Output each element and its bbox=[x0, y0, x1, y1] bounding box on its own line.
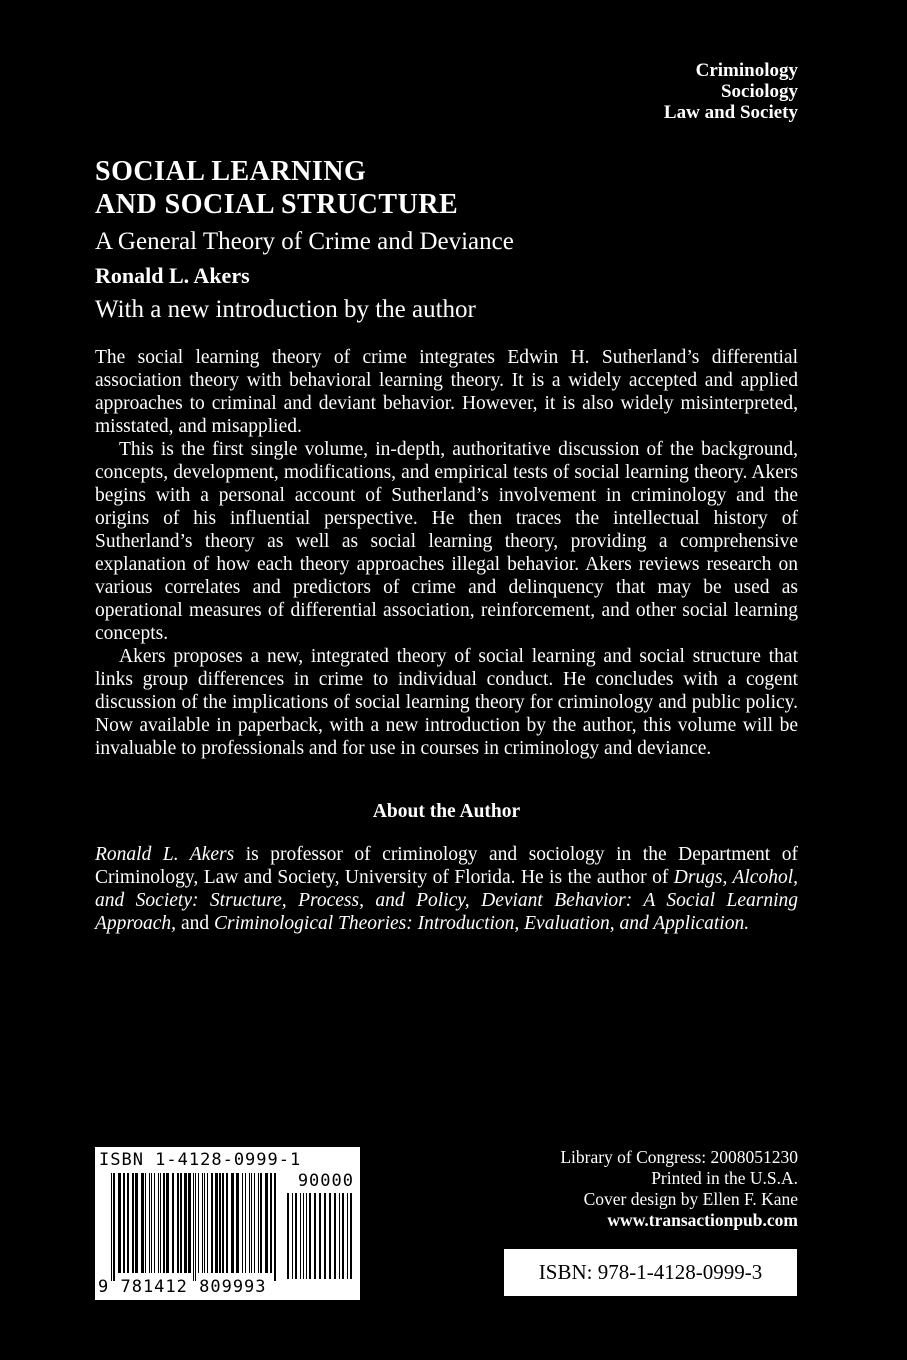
edition-note: With a new introduction by the author bbox=[95, 296, 476, 323]
barcode-bar bbox=[135, 1173, 138, 1273]
barcode-price-code: 90000 bbox=[297, 1171, 354, 1191]
book-title-line1: SOCIAL LEARNING bbox=[95, 156, 367, 187]
barcode-bar bbox=[226, 1173, 228, 1273]
isbn13-label: ISBN: 978-1-4128-0999-3 bbox=[504, 1249, 797, 1296]
subject-categories bbox=[664, 60, 798, 123]
barcode-bar bbox=[219, 1173, 221, 1273]
barcode-bar bbox=[258, 1173, 259, 1273]
barcode-addon-bar bbox=[314, 1193, 316, 1279]
description-paragraph-2: This is the first single volume, in-depth, authoritative discussion of the background, concepts, development, modifications, and empirical tests of social learning theory. Akers begins with a personal account of Sutherland’s involvement in criminology and the origins of his influential perspective. He then traces the intellectual history of Sutherland’s theory as well as social learning theory, providing a comprehensive explanation of how each theory approaches illegal behavior. Akers reviews research on various correlates and predictors of crime and delinquency that may be used as operational measures of differential association, reinforcement, and other social learning concepts. bbox=[95, 439, 798, 644]
subject-law-and-society: Law and Society bbox=[663, 102, 798, 123]
barcode-bar bbox=[195, 1173, 196, 1281]
barcode-addon-bar bbox=[303, 1193, 304, 1279]
barcode-addon-bar bbox=[339, 1193, 340, 1279]
subject-sociology: Sociology bbox=[720, 81, 798, 102]
isbn-barcode bbox=[95, 1147, 360, 1300]
barcode-bar bbox=[242, 1173, 243, 1273]
book-title-line2: AND SOCIAL STRUCTURE bbox=[95, 189, 459, 220]
barcode-bar bbox=[132, 1173, 134, 1273]
barcode-bar bbox=[180, 1173, 182, 1273]
barcode-addon-bar bbox=[347, 1193, 348, 1279]
barcode-bar bbox=[154, 1173, 155, 1273]
book-title bbox=[95, 155, 458, 221]
about-author-heading: About the Author bbox=[372, 801, 521, 822]
barcode-addon-bar bbox=[334, 1193, 336, 1279]
barcode-addon-bar bbox=[324, 1193, 326, 1279]
barcode-addon-bar bbox=[319, 1193, 321, 1279]
barcode-bar bbox=[163, 1173, 165, 1273]
barcode-bar bbox=[211, 1173, 213, 1273]
book-description bbox=[95, 346, 798, 760]
barcode-addon-bar bbox=[342, 1193, 344, 1279]
book-author: Ronald L. Akers bbox=[95, 263, 250, 288]
barcode-bar bbox=[249, 1173, 250, 1273]
barcode-bar bbox=[265, 1173, 268, 1273]
barcode-bar bbox=[274, 1173, 276, 1281]
barcode-bar bbox=[149, 1173, 150, 1273]
about-author-books-2: Criminological Theories: Introduction, Evaluation, and Application. bbox=[213, 913, 750, 934]
barcode-bar bbox=[111, 1173, 112, 1281]
printed-in: Printed in the U.S.A. bbox=[651, 1168, 798, 1188]
about-author-books-1: Drugs, Alcohol, and Society: Structure, Process, and Policy, Deviant Behavior: A Social Learning Approach, bbox=[95, 867, 798, 934]
barcode-bar bbox=[172, 1173, 174, 1273]
barcode-bar bbox=[270, 1173, 272, 1273]
publication-info bbox=[560, 1147, 798, 1231]
barcode-bar bbox=[141, 1173, 144, 1273]
barcode-addon-bar bbox=[287, 1193, 289, 1279]
barcode-bar bbox=[245, 1173, 246, 1273]
barcode-addon-bar bbox=[300, 1193, 301, 1279]
barcode-bar bbox=[188, 1173, 191, 1273]
barcode-bar bbox=[158, 1173, 159, 1273]
barcode-addon-bar bbox=[306, 1193, 307, 1279]
barcode-bar bbox=[145, 1173, 146, 1273]
barcode-addon-bar bbox=[292, 1193, 293, 1279]
about-author-name: Ronald L. Akers bbox=[95, 844, 235, 865]
barcode-bar bbox=[118, 1173, 121, 1273]
about-author-text-1: is professor of criminology and sociology in the Department of Criminology, Law and Society, University of Florida. He is the author of bbox=[95, 844, 798, 888]
barcode-addon-bar bbox=[350, 1193, 352, 1279]
barcode-bar bbox=[231, 1173, 234, 1273]
barcode-bar bbox=[202, 1173, 203, 1273]
description-paragraph-3: Akers proposes a new, integrated theory of social learning and social structure that links group differences in crime to individual conduct. He concludes with a cogent discussion of the implications of social learning theory for criminology and public policy. Now available in paperback, with a new introduction by the author, this volume will be invaluable to professionals and for use in courses in criminology and deviance. bbox=[95, 646, 798, 759]
barcode-bar bbox=[166, 1173, 169, 1273]
description-paragraph-1: The social learning theory of crime integrates Edwin H. Sutherland’s differential association theory with behavioral learning theory. It is a widely accepted and applied approaches to criminal and deviant behavior. However, it is also widely misinterpreted, misstated, and misapplied. bbox=[95, 347, 798, 437]
library-of-congress: Library of Congress: 2008051230 bbox=[560, 1147, 798, 1167]
barcode-bar bbox=[207, 1173, 208, 1273]
barcode-addon-bar bbox=[329, 1193, 331, 1279]
cover-design-credit: Cover design by Ellen F. Kane bbox=[583, 1189, 798, 1209]
barcode-bar bbox=[198, 1173, 199, 1273]
barcode-bar bbox=[204, 1173, 205, 1273]
barcode-bar bbox=[236, 1173, 239, 1273]
barcode-bar bbox=[160, 1173, 161, 1273]
book-subtitle: A General Theory of Crime and Deviance bbox=[95, 228, 514, 255]
about-author-text bbox=[95, 843, 798, 935]
subject-criminology: Criminology bbox=[695, 60, 798, 81]
barcode-bar bbox=[193, 1173, 194, 1281]
barcode-bar bbox=[177, 1173, 179, 1273]
barcode-bar bbox=[260, 1173, 262, 1273]
barcode-addon-bar bbox=[295, 1193, 297, 1279]
barcode-bar bbox=[215, 1173, 218, 1273]
barcode-bar bbox=[127, 1173, 129, 1273]
barcode-addon-bar bbox=[309, 1193, 311, 1279]
barcode-bar bbox=[251, 1173, 252, 1273]
barcode-bar bbox=[123, 1173, 125, 1273]
barcode-bar bbox=[184, 1173, 187, 1273]
barcode-bar bbox=[113, 1173, 115, 1281]
barcode-isbn10: ISBN 1-4128-0999-1 bbox=[99, 1150, 302, 1170]
barcode-bar bbox=[254, 1173, 255, 1273]
barcode-ean-digits: 9 781412 809993 bbox=[98, 1277, 267, 1297]
about-author-text-2: and bbox=[176, 913, 214, 934]
publisher-website: www.transactionpub.com bbox=[607, 1210, 798, 1230]
barcode-bar bbox=[222, 1173, 224, 1273]
barcode-bar bbox=[151, 1173, 152, 1273]
